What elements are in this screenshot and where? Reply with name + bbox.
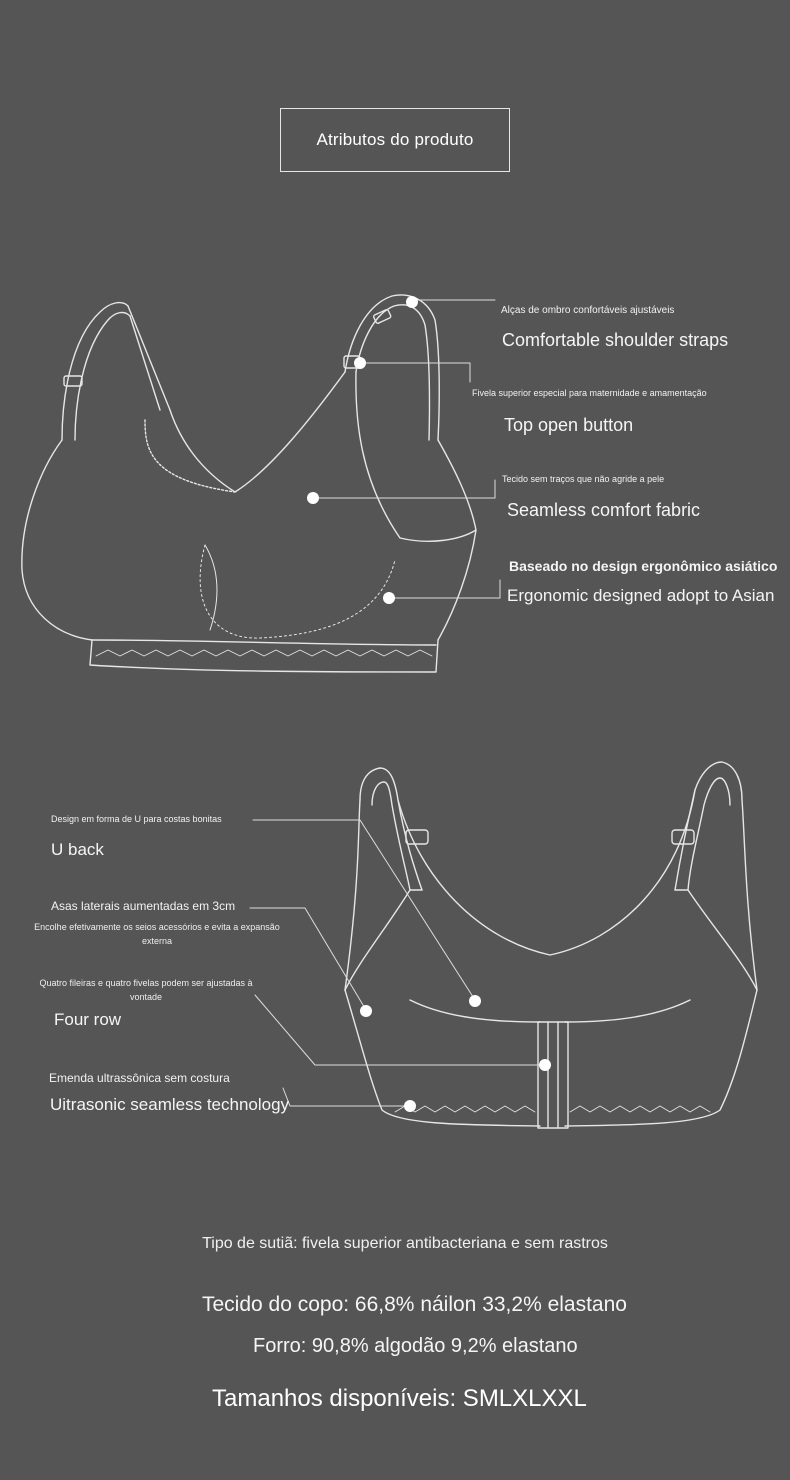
callout-side-wings-sub: Encolhe efetivamente os seios acessórios e evita a expansão externa: [34, 922, 280, 946]
front-view-bra: [22, 295, 476, 672]
available-sizes-line: Tamanhos disponíveis: SMLXLXXL: [212, 1385, 587, 1412]
callout-four-row-pt: Quatro fileiras e quatro fivelas podem ser ajustadas à vontade: [39, 978, 253, 1002]
callout-u-back-pt: Design em forma de U para costas bonitas: [51, 814, 222, 824]
callout-side-wings-pt: Asas laterais aumentadas em 3cm: [51, 899, 236, 913]
callout-seamless-fabric-pt: Tecido sem traços que não agride a pele: [502, 474, 665, 484]
bra-type-line: Tipo de sutiã: fivela superior antibacteriana e sem rastros: [202, 1235, 608, 1252]
callout-ultrasonic-en: Uitrasonic seamless technology: [50, 1095, 290, 1114]
callout-seamless-fabric-en: Seamless comfort fabric: [507, 500, 701, 520]
callout-top-button-en: Top open button: [504, 415, 634, 435]
callout-four-row-en: Four row: [54, 1010, 122, 1029]
callout-shoulder-straps-en: Comfortable shoulder straps: [502, 330, 729, 350]
back-view-bra: [345, 762, 757, 1128]
cup-fabric-line: Tecido do copo: 66,8% náilon 33,2% elastano: [202, 1293, 627, 1316]
callout-u-back-en: U back: [51, 840, 104, 859]
callout-shoulder-straps-pt: Alças de ombro confortáveis ajustáveis: [501, 305, 675, 316]
callout-ergonomic-pt: Baseado no design ergonômico asiático: [509, 558, 778, 574]
product-attributes-title: Atributos do produto: [280, 108, 510, 172]
lining-line: Forro: 90,8% algodão 9,2% elastano: [253, 1335, 578, 1357]
callout-ergonomic-en: Ergonomic designed adopt to Asian: [507, 586, 775, 605]
callout-top-button-pt: Fivela superior especial para maternidade e amamentação: [472, 388, 707, 398]
callout-ultrasonic-pt: Emenda ultrassônica sem costura: [49, 1071, 230, 1085]
